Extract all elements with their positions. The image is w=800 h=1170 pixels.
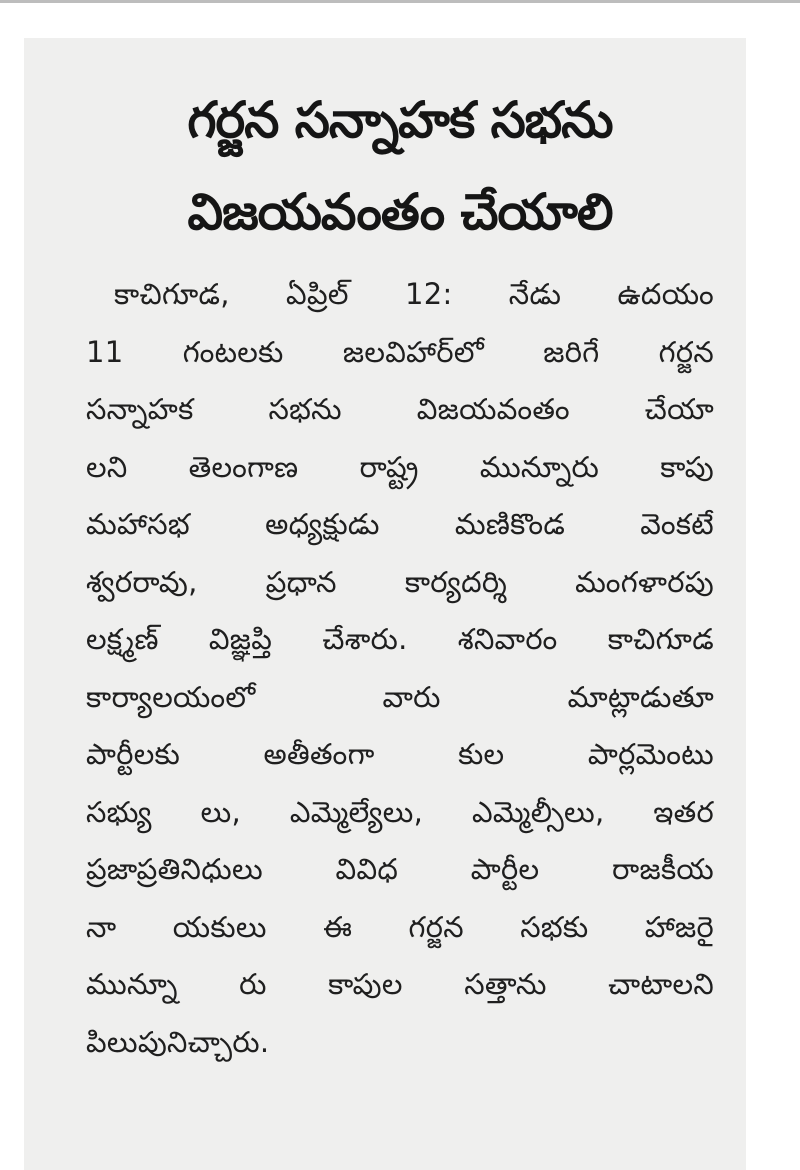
body-line-4: లని తెలంగాణ రాష్ట్ర మున్నూరు కాపు xyxy=(86,449,714,484)
body-line-13: మున్నూ రు కాపుల సత్తాను చాటాలని xyxy=(86,967,714,1001)
body-line-5: మహాసభ అధ్యక్షుడు మణికొండ వెంకటే xyxy=(86,507,714,541)
body-line-10: సభ్యు లు, ఎమ్మెల్యేలు, ఎమ్మెల్సీలు, ఇతర xyxy=(86,794,714,829)
body-line-11: ప్రజాప్రతినిధులు వివిధ పార్టీల రాజకీయ xyxy=(86,852,714,886)
headline-line-2: విజయవంతం చేయాలి xyxy=(187,183,613,241)
body-line-1: కాచిగూడ, ఏప్రిల్ 12: నేడు ఉదయం xyxy=(114,277,714,311)
body-line-6: శ్వరరావు, ప్రధాన కార్యదర్శి మంగళారపు xyxy=(86,564,714,599)
newspaper-clipping xyxy=(24,38,746,1170)
body-line-9: పార్టీలకు అతీతంగా కుల పార్లమెంటు xyxy=(86,737,714,771)
body-line-2: 11 గంటలకు జలవిహార్‌లో జరిగే గర్జన xyxy=(86,334,714,369)
headline-line-1: గర్జన సన్నాహక సభను xyxy=(187,91,613,149)
body-line-8: కార్యాలయంలో వారు మాట్లాడుతూ xyxy=(86,679,714,714)
body-line-7: లక్ష్మణ్ విజ్ఞప్తి చేశారు. శనివారం కాచిగూడ xyxy=(86,622,714,656)
top-border-line xyxy=(0,0,800,3)
article-body xyxy=(86,266,714,1071)
headline xyxy=(86,74,714,258)
body-line-14: పిలుపునిచ్చారు. xyxy=(86,1024,270,1059)
body-line-12: నా యకులు ఈ గర్జన సభకు హాజరై xyxy=(86,909,714,944)
body-line-3: సన్నాహక సభను విజయవంతం చేయా xyxy=(86,392,714,426)
